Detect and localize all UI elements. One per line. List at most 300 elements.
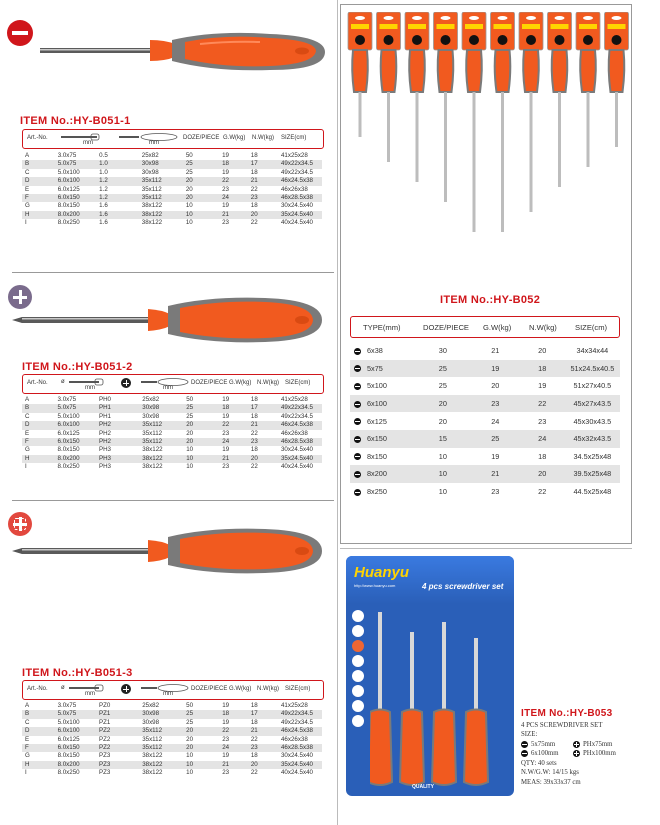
table-cell: I bbox=[25, 769, 27, 777]
table-row bbox=[22, 455, 322, 463]
phillips-header-icon bbox=[121, 378, 131, 388]
table-cell: 20 bbox=[183, 727, 219, 735]
table-cell: 23 bbox=[222, 769, 230, 777]
slotted-bullet-icon bbox=[354, 348, 361, 355]
header-size: SIZE(cm) bbox=[285, 686, 311, 692]
table-cell: 20 bbox=[183, 744, 219, 752]
table-cell: 23 bbox=[248, 438, 278, 446]
table-cell: 38x122 bbox=[142, 769, 163, 777]
table-cell: 49x22x34.5 bbox=[278, 404, 322, 412]
table-row bbox=[22, 736, 322, 744]
table-row bbox=[22, 396, 322, 404]
table-cell: 1.2 bbox=[99, 185, 108, 193]
spec-header-b051-2 bbox=[22, 374, 324, 394]
table-row bbox=[22, 219, 322, 227]
table-cell: 21 bbox=[219, 455, 248, 463]
table-cell: 51x24.5x40.5 bbox=[565, 360, 620, 378]
table-cell: PH1 bbox=[98, 412, 111, 420]
table-cell: 0.5 bbox=[99, 152, 108, 159]
table-cell: 46x26x38 bbox=[280, 735, 308, 743]
table-cell: 10 bbox=[186, 769, 194, 777]
table-cell: A bbox=[25, 396, 30, 403]
table-cell: PZ1 bbox=[99, 718, 111, 726]
table-cell bbox=[350, 483, 415, 501]
table-cell: 22 bbox=[520, 395, 565, 413]
divider bbox=[12, 500, 334, 501]
table-cell: 40x24.5x40 bbox=[280, 463, 313, 471]
table-cell: PZ2 bbox=[96, 744, 139, 752]
table-cell: PH2 bbox=[98, 429, 111, 437]
header-mm2: mm bbox=[149, 140, 159, 146]
table-cell: 38x122 bbox=[142, 463, 163, 471]
slotted-bullet-icon bbox=[521, 750, 528, 757]
table-row bbox=[22, 727, 322, 735]
size-phillips-75: PHx75mm bbox=[583, 741, 613, 748]
table-row bbox=[22, 177, 322, 185]
table-cell: 41x25x28 bbox=[280, 702, 308, 709]
table-cell: 19 bbox=[491, 451, 500, 461]
table-cell: 25 bbox=[186, 718, 194, 726]
table-cell: 20 bbox=[183, 177, 219, 185]
table-cell: 8.0x150 bbox=[57, 202, 80, 210]
table-cell: 44.5x25x48 bbox=[573, 487, 612, 497]
table-cell: 18 bbox=[250, 396, 258, 403]
column-divider bbox=[337, 0, 338, 825]
table-cell: 30x98 bbox=[139, 160, 183, 168]
table-cell: 10 bbox=[185, 219, 193, 227]
table-cell: 6.0x100 bbox=[55, 177, 96, 185]
table-cell: 18 bbox=[250, 752, 258, 760]
b053-size-row-3 bbox=[521, 749, 559, 758]
table-cell: 6.0x150 bbox=[55, 744, 96, 752]
table-cell: 3.0x75 bbox=[57, 152, 77, 159]
header-mm1: mm bbox=[85, 691, 95, 697]
header-art: Art.-No. bbox=[27, 380, 48, 386]
table-cell: F bbox=[22, 744, 55, 752]
table-cell: 25 bbox=[183, 160, 219, 168]
table-cell: 22 bbox=[219, 421, 248, 429]
table-cell: 18 bbox=[250, 718, 258, 726]
spec-table-b051-2 bbox=[22, 396, 322, 472]
table-cell: 22 bbox=[250, 185, 258, 193]
table-cell: 20 bbox=[538, 346, 547, 356]
table-cell: G bbox=[25, 202, 30, 210]
table-cell: PZ1 bbox=[96, 710, 139, 718]
table-cell: 45x30x43.5 bbox=[573, 416, 612, 426]
table-cell: G bbox=[25, 446, 30, 454]
table-cell: 5.0x75 bbox=[55, 404, 96, 412]
table-cell: H bbox=[22, 455, 55, 463]
table-cell: 35x112 bbox=[142, 735, 163, 743]
table-cell: 20 bbox=[248, 211, 278, 219]
table-cell: E bbox=[25, 735, 30, 743]
table-row bbox=[22, 719, 322, 727]
table-cell: 10 bbox=[183, 761, 219, 769]
table-cell: 25 bbox=[438, 381, 447, 391]
table-cell: 1.2 bbox=[96, 177, 139, 185]
table-cell: C bbox=[25, 168, 30, 176]
table-cell: 38x122 bbox=[141, 219, 163, 227]
table-cell: 3.0x75 bbox=[57, 396, 77, 403]
table-cell: 46x28.5x38 bbox=[278, 194, 322, 202]
table-cell: 20 bbox=[438, 416, 447, 426]
table-row bbox=[22, 446, 322, 454]
table-cell: 18 bbox=[250, 202, 258, 210]
table-cell bbox=[350, 448, 415, 466]
table-cell: 24 bbox=[219, 438, 248, 446]
table-cell: PH1 bbox=[96, 404, 139, 412]
header-nw: N.W(kg) bbox=[257, 380, 279, 386]
table-cell: 22 bbox=[538, 487, 547, 497]
table-cell: 18 bbox=[250, 412, 258, 420]
table-cell: 39.5x25x48 bbox=[565, 465, 620, 483]
table-cell: 10 bbox=[186, 752, 194, 760]
table-cell: 8.0x150 bbox=[57, 446, 80, 454]
table-cell: 21 bbox=[248, 177, 278, 185]
table-cell: 10 bbox=[415, 465, 471, 483]
table-cell bbox=[350, 377, 415, 395]
type-value: 5x100 bbox=[367, 381, 387, 391]
table-cell: 46x24.5x38 bbox=[278, 421, 322, 429]
table-cell: 25 bbox=[186, 412, 194, 420]
type-value: 6x125 bbox=[367, 416, 387, 426]
table-cell: 8.0x200 bbox=[55, 761, 96, 769]
table-row bbox=[22, 744, 322, 752]
table-cell: B bbox=[22, 160, 55, 168]
table-cell: 23 bbox=[471, 395, 520, 413]
table-cell: 38x122 bbox=[141, 202, 163, 210]
table-cell: 46x28.5x38 bbox=[278, 744, 322, 752]
spec-header-b051-3 bbox=[22, 680, 324, 700]
header-mm2: mm bbox=[163, 385, 173, 391]
table-row bbox=[22, 152, 322, 160]
table-cell: 30x98 bbox=[142, 412, 160, 420]
table-cell: 25x82 bbox=[142, 396, 160, 403]
table-cell: 23 bbox=[538, 416, 547, 426]
table-cell bbox=[350, 360, 415, 378]
b053-weights: N.W/G.W: 14/15 kgs bbox=[521, 769, 579, 776]
table-cell: 8.0x200 bbox=[55, 211, 96, 219]
slotted-tip-icon bbox=[7, 20, 33, 46]
table-cell: 38x122 bbox=[139, 211, 183, 219]
table-cell: 19 bbox=[538, 381, 547, 391]
table-cell: 35x24.5x40 bbox=[278, 761, 322, 769]
set-label: 4 pcs screwdriver set bbox=[422, 582, 504, 591]
table-cell: 23 bbox=[248, 744, 278, 752]
table-cell: 10 bbox=[438, 487, 447, 497]
header-gw: G.W(kg) bbox=[229, 686, 252, 692]
hanging-screwdriver bbox=[491, 12, 515, 232]
table-cell: 6.0x150 bbox=[55, 438, 96, 446]
header-gw: G.W(kg) bbox=[223, 135, 246, 141]
table-row bbox=[22, 421, 322, 429]
item-title-b051-3: ITEM No.:HY-B051-3 bbox=[22, 667, 133, 679]
table-cell: 20 bbox=[248, 455, 278, 463]
table-cell: 35x112 bbox=[139, 194, 183, 202]
table-cell: 20 bbox=[491, 381, 500, 391]
table-cell: 22 bbox=[250, 219, 258, 227]
table-row bbox=[22, 186, 322, 194]
table-cell: I bbox=[25, 219, 27, 227]
phillips-bullet-icon bbox=[573, 741, 580, 748]
hanging-screwdriver bbox=[405, 12, 429, 182]
table-cell: 46x24.5x38 bbox=[278, 727, 322, 735]
table-cell: 8.0x250 bbox=[57, 769, 80, 777]
b053-size-row-4 bbox=[573, 749, 616, 758]
table-cell: 19 bbox=[222, 412, 230, 420]
table-cell: 46x28.5x38 bbox=[278, 438, 322, 446]
type-value: 8x250 bbox=[367, 487, 387, 497]
table-cell: 1.6 bbox=[96, 211, 139, 219]
header-size: SIZE(cm) bbox=[285, 380, 311, 386]
table-cell: 3.0x75 bbox=[57, 702, 77, 709]
table-cell: PZ2 bbox=[99, 735, 111, 743]
table-row bbox=[22, 194, 322, 202]
table-cell: 6.0x125 bbox=[57, 429, 80, 437]
table-cell: 22 bbox=[219, 727, 248, 735]
type-value: 8x200 bbox=[367, 469, 387, 479]
brand-url: http://www.huanyu.com bbox=[354, 583, 396, 588]
table-cell: 18 bbox=[250, 446, 258, 454]
header-mm2: mm bbox=[163, 691, 173, 697]
table-cell: 35x112 bbox=[139, 438, 183, 446]
table-cell: 22 bbox=[250, 429, 258, 437]
table-cell: 23 bbox=[222, 735, 230, 743]
b053-qty: QTY: 40 sets bbox=[521, 760, 557, 767]
table-cell: 15 bbox=[415, 430, 471, 448]
pozidriv-header-icon bbox=[121, 684, 131, 694]
table-cell: 24 bbox=[520, 430, 565, 448]
table-cell: 25 bbox=[183, 710, 219, 718]
slotted-bullet-icon bbox=[354, 453, 361, 460]
table-cell: 19 bbox=[222, 152, 229, 159]
table-cell: 20 bbox=[415, 395, 471, 413]
table-cell: PZ2 bbox=[96, 727, 139, 735]
table-row bbox=[350, 412, 620, 430]
header-doze: DOZE/PIECE bbox=[423, 323, 469, 332]
table-cell: 35x24.5x40 bbox=[278, 455, 322, 463]
quality-label: QUALITY bbox=[412, 784, 434, 790]
table-cell: 17 bbox=[248, 710, 278, 718]
table-cell: 50 bbox=[185, 152, 193, 159]
table-cell: 18 bbox=[219, 404, 248, 412]
hanging-screwdriver bbox=[377, 12, 401, 162]
table-cell: 23 bbox=[491, 487, 500, 497]
hanging-screwdriver bbox=[548, 12, 572, 187]
table-cell: PH2 bbox=[96, 438, 139, 446]
table-cell: B bbox=[22, 404, 55, 412]
table-cell: 6.0x125 bbox=[57, 185, 80, 193]
table-row bbox=[22, 438, 322, 446]
header-mm1: mm bbox=[85, 385, 95, 391]
table-cell: 1.2 bbox=[96, 194, 139, 202]
b053-description: 4 PCS SCREWDRIVER SET bbox=[521, 722, 603, 729]
b053-meas: MEAS: 39x33x37 cm bbox=[521, 779, 581, 786]
size-phillips-100: PHx100mm bbox=[583, 750, 616, 757]
table-cell: 30x98 bbox=[141, 168, 159, 176]
size-slotted-75: 5x75mm bbox=[531, 741, 556, 748]
table-cell: 8.0x150 bbox=[57, 752, 80, 760]
table-cell: 35x112 bbox=[142, 429, 163, 437]
table-cell bbox=[350, 430, 415, 448]
table-cell: H bbox=[22, 211, 55, 219]
table-cell: 30x24.5x40 bbox=[280, 202, 313, 210]
spec-header-b051-1 bbox=[22, 129, 324, 149]
table-cell: 25x82 bbox=[141, 152, 159, 159]
table-cell: 5.0x100 bbox=[57, 718, 80, 726]
b053-size-row-2 bbox=[573, 740, 612, 749]
table-cell: 50 bbox=[186, 396, 194, 403]
table-cell: 5.0x75 bbox=[55, 160, 96, 168]
table-cell: 40x24.5x40 bbox=[280, 219, 313, 227]
type-value: 6x150 bbox=[367, 434, 387, 444]
table-cell: 20 bbox=[520, 465, 565, 483]
table-cell: 18 bbox=[250, 702, 258, 709]
table-row bbox=[22, 430, 322, 438]
table-cell: 21 bbox=[471, 465, 520, 483]
table-cell: 19 bbox=[222, 396, 230, 403]
table-row bbox=[22, 404, 322, 412]
table-cell: 30x98 bbox=[142, 718, 160, 726]
table-cell: 38x122 bbox=[142, 752, 163, 760]
header-gw: G.W(kg) bbox=[483, 323, 512, 332]
table-cell: 8.0x250 bbox=[57, 463, 80, 471]
slotted-screwdriver-image bbox=[40, 28, 330, 98]
table-cell: G bbox=[25, 752, 30, 760]
table-row bbox=[22, 202, 322, 210]
table-cell: 1.0 bbox=[99, 168, 108, 176]
table-cell: 10 bbox=[185, 202, 193, 210]
table-cell: 18 bbox=[250, 168, 258, 176]
table-cell: 41x25x28 bbox=[280, 396, 308, 403]
slotted-bullet-icon bbox=[354, 436, 361, 443]
table-cell bbox=[350, 395, 415, 413]
table-cell: 5.0x75 bbox=[55, 710, 96, 718]
table-row bbox=[350, 483, 620, 501]
table-cell: 5.0x100 bbox=[57, 168, 80, 176]
table-cell: 20 bbox=[186, 735, 194, 743]
b053-size-label: SIZE: bbox=[521, 731, 538, 738]
table-cell: 19 bbox=[222, 168, 229, 176]
slotted-bullet-icon bbox=[354, 365, 361, 372]
table-row bbox=[350, 395, 620, 413]
table-row bbox=[22, 761, 322, 769]
table-cell: 35x112 bbox=[139, 727, 183, 735]
screwdriver-display-image bbox=[342, 12, 630, 247]
table-cell: 20 bbox=[186, 429, 194, 437]
b053-size-row-1 bbox=[521, 740, 555, 749]
slotted-bullet-icon bbox=[354, 471, 361, 478]
table-cell: 23 bbox=[222, 219, 229, 227]
header-nw: N.W(kg) bbox=[252, 135, 274, 141]
table-cell: PH3 bbox=[98, 446, 111, 454]
table-cell: 8.0x200 bbox=[55, 455, 96, 463]
table-cell: 10 bbox=[183, 455, 219, 463]
table-cell: 21 bbox=[219, 761, 248, 769]
type-value: 6x38 bbox=[367, 346, 383, 356]
table-cell: 23 bbox=[222, 429, 230, 437]
table-cell: 10 bbox=[186, 446, 194, 454]
table-row bbox=[22, 752, 322, 760]
hanging-screwdriver bbox=[462, 12, 486, 232]
table-cell: 25x82 bbox=[142, 702, 160, 709]
table-cell: 25 bbox=[183, 404, 219, 412]
header-size: SIZE(cm) bbox=[575, 323, 608, 332]
table-row bbox=[22, 710, 322, 718]
slotted-bullet-icon bbox=[354, 401, 361, 408]
table-row bbox=[350, 342, 620, 360]
table-cell: 35x112 bbox=[139, 421, 183, 429]
item-title-b053: ITEM No.:HY-B053 bbox=[521, 708, 613, 719]
table-row bbox=[350, 465, 620, 483]
header-gw: G.W(kg) bbox=[229, 380, 252, 386]
table-cell: 46x24.5x38 bbox=[278, 177, 322, 185]
header-doze: DOZE/PIECE bbox=[191, 380, 228, 386]
table-cell: 19 bbox=[222, 446, 230, 454]
table-cell: 22 bbox=[250, 735, 258, 743]
header-mm1: mm bbox=[83, 140, 93, 146]
table-cell: 24 bbox=[219, 194, 248, 202]
table-cell: 49x22x34.5 bbox=[280, 412, 313, 420]
table-cell bbox=[350, 342, 415, 360]
table-cell: 21 bbox=[248, 727, 278, 735]
table-cell: 17 bbox=[248, 160, 278, 168]
table-cell: B bbox=[22, 710, 55, 718]
table-row bbox=[350, 377, 620, 395]
divider bbox=[12, 272, 334, 273]
table-cell: 38x122 bbox=[142, 446, 163, 454]
table-cell: F bbox=[22, 194, 55, 202]
table-cell: 19 bbox=[222, 718, 230, 726]
table-row bbox=[22, 769, 322, 777]
table-cell: 22 bbox=[219, 177, 248, 185]
header-diameter: ø bbox=[61, 379, 65, 385]
table-cell: PH2 bbox=[96, 421, 139, 429]
table-cell: 6.0x100 bbox=[55, 421, 96, 429]
table-row bbox=[22, 413, 322, 421]
spec-header-b052 bbox=[350, 316, 620, 338]
header-nw: N.W(kg) bbox=[529, 323, 557, 332]
table-cell: 30x24.5x40 bbox=[280, 752, 313, 760]
spec-table-b051-1 bbox=[22, 152, 322, 228]
brand-label: Huanyu bbox=[354, 564, 410, 581]
table-cell: A bbox=[25, 152, 30, 159]
slotted-bullet-icon bbox=[354, 489, 361, 496]
table-cell: 25 bbox=[185, 168, 193, 176]
item-title-b051-2: ITEM No.:HY-B051-2 bbox=[22, 361, 133, 373]
table-row bbox=[22, 211, 322, 219]
header-art: Art.-No. bbox=[27, 135, 48, 141]
type-value: 5x75 bbox=[367, 363, 383, 373]
table-cell: 10 bbox=[183, 211, 219, 219]
table-cell: 21 bbox=[491, 346, 500, 356]
phillips-screwdriver-image bbox=[10, 290, 330, 352]
blister-card-image bbox=[346, 556, 514, 796]
table-cell: 23 bbox=[222, 463, 230, 471]
table-cell: PH3 bbox=[96, 455, 139, 463]
table-row bbox=[22, 160, 322, 168]
table-cell: 18 bbox=[219, 160, 248, 168]
slotted-bullet-icon bbox=[354, 383, 361, 390]
table-row bbox=[350, 448, 620, 466]
table-cell: D bbox=[22, 727, 55, 735]
spec-table-b051-3 bbox=[22, 702, 322, 778]
table-cell: 21 bbox=[219, 211, 248, 219]
table-row bbox=[22, 702, 322, 710]
table-cell: 20 bbox=[183, 421, 219, 429]
table-cell: 10 bbox=[186, 463, 194, 471]
table-cell: 46x26x38 bbox=[280, 185, 308, 193]
